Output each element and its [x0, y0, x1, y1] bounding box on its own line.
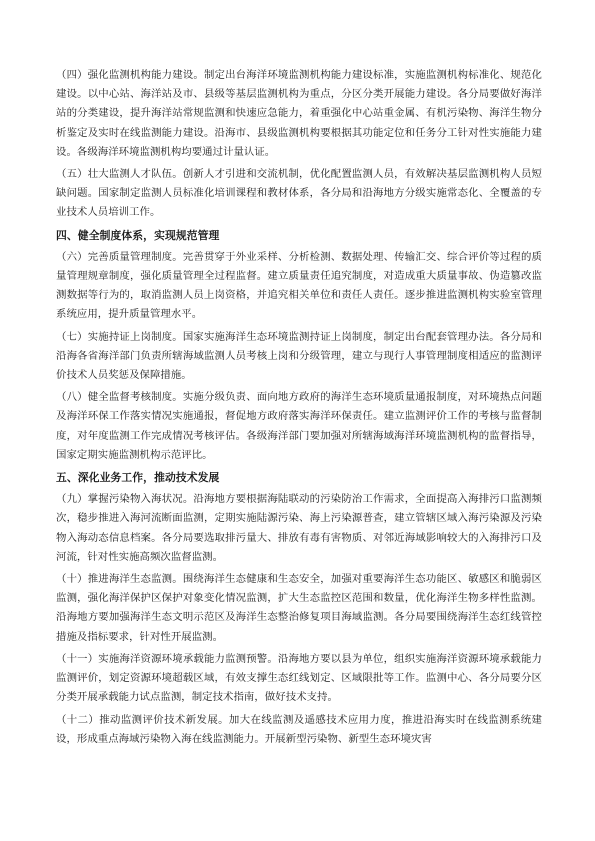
section-heading-4: 四、健全制度体系，实现规范管理 [56, 228, 220, 242]
document-body [56, 66, 542, 752]
paragraph-11: （十一）实施海洋资源环境承载能力监测预警。沿海地方要以县为单位，组织实施海洋资源环境承载能力监测评价，划定资源环境超载区域，有效支撑生态红线划定、区域限批等工作。监测中心、各分局要分区分类开展承载能力试点监测，制定技术指南，做好技术支持。 [56, 652, 542, 704]
paragraph-7: （七）实施持证上岗制度。国家实施海洋生态环境监测持证上岗制度，制定出台配套管理办法。各分局和沿海各省海洋部门负责所辖海域监测人员考核上岗和分级管理，建立与现行人事管理制度相适应的监测评价技术人员奖惩及保障措施。 [56, 330, 542, 382]
paragraph-4: （四）强化监测机构能力建设。制定出台海洋环境监测机构能力建设标准，实施监测机构标准化、规范化建设。以中心站、海洋站及市、县级等基层监测机构为重点，分区分类开展能力建设。各分局要做好海洋站的分类建设，提升海洋站常规监测和快速应急能力，着重强化中心站重金属、有机污染物、海洋生物分析鉴定及实时在线监测能力建设。沿海市、县级监测机构要根据其功能定位和任务分工针对性实施能力建设。各级海洋环境监测机构均要通过计量认证。 [56, 69, 542, 158]
paragraph-12: （十二）推动监测评价技术新发展。加大在线监测及遥感技术应用力度，推进沿海实时在线监测系统建设，形成重点海域污染物入海在线监测能力。开展新型污染物、新型生态环境灾害 [56, 713, 542, 745]
section-heading-5: 五、深化业务工作，推动技术发展 [56, 471, 220, 485]
paragraph-9: （九）掌握污染物入海状况。沿海地方要根据海陆联动的污染防治工作需求，全面提高入海排污口监测频次，稳步推进入海河流断面监测，定期实施陆源污染、海上污染源普查，建立管辖区域入海污染源及污染物入海动态信息档案。各分局要选取排污量大、排放有毒有害物质、对邻近海域影响较大的入海排污口及河流，针对性实施高频次监督监测。 [56, 493, 542, 563]
paragraph-5: （五）壮大监测人才队伍。创新人才引进和交流机制，优化配置监测人员，有效解决基层监测机构人员短缺问题。国家制定监测人员标准化培训课程和教材体系，各分局和沿海地方分级实施常态化、全覆盖的专业技术人员培训工作。 [56, 168, 542, 219]
paragraph-6: （六）完善质量管理制度。完善贯穿于外业采样、分析检测、数据处理、传输汇交、综合评价等过程的质量管理规章制度，强化质量管理全过程监督。建立质量责任追究制度，对造成重大质量事故、伪造篡改监测数据等行为的，取消监测人员上岗资格，并追究相关单位和责任人责任。逐步推进监测机构实验室管理系统应用，提升质量管理水平。 [56, 250, 542, 321]
paragraph-8: （八）健全监督考核制度。实施分级负责、面向地方政府的海洋生态环境质量通报制度，对环境热点问题及海洋环保工作落实情况实施通报，督促地方政府落实海洋环保责任。建立监测评价工作的考核与监督制度，对年度监测工作完成情况考核评估。各级海洋部门要加强对所辖海域海洋环境监测机构的监督指导，国家定期实施监测机构示范评比。 [56, 391, 542, 461]
paragraph-10: （十）推进海洋生态监测。围绕海洋生态健康和生态安全，加强对重要海洋生态功能区、敏感区和脆弱区监测，强化海洋保护区保护对象变化情况监测，扩大生态监控区范围和数量，优化海洋生物多样性监测。沿海地方要加强海洋生态文明示范区及海洋生态整治修复项目海域监测。各分局要围绕海洋生态红线管控措施及指标要求，针对性开展监测。 [56, 573, 542, 643]
